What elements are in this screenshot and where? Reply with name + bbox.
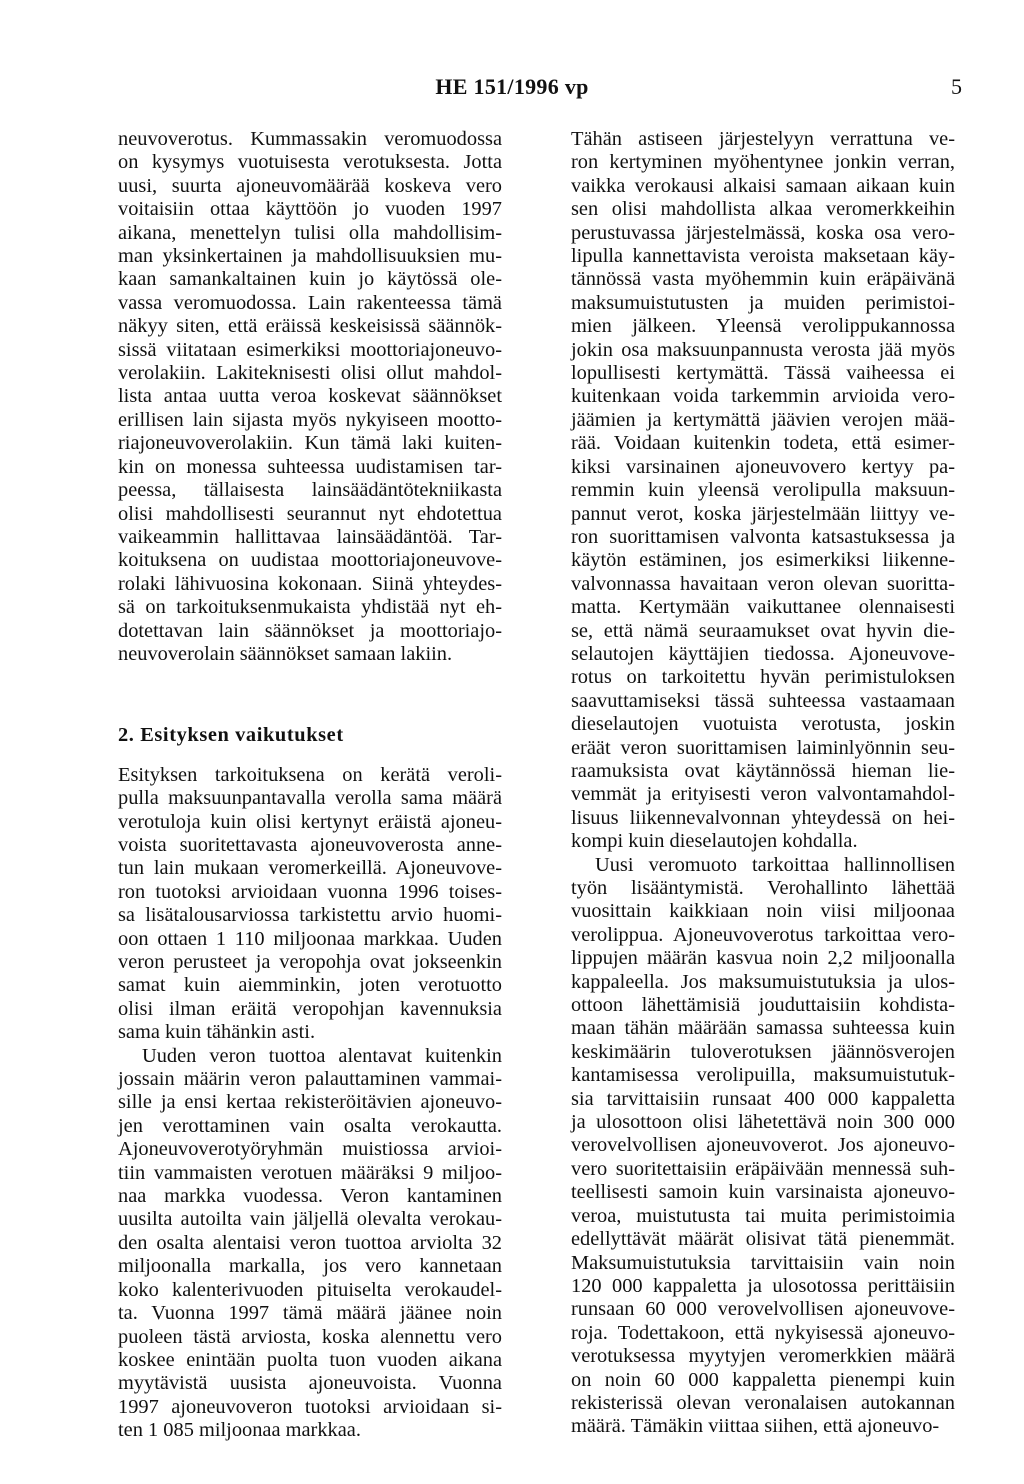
page-number: 5 (951, 74, 962, 99)
text-line: olisi ilman eräitä veropohjan kavennuksia (118, 997, 502, 1020)
text-line: verovelvollisen ajoneuvoverot. Jos ajoneuvo- (571, 1134, 955, 1157)
page-header (0, 70, 1024, 104)
text-line: verolakiin. Lakiteknisesti olisi ollut mahdol- (118, 362, 502, 385)
text-line: on kysymys vuotuisesta verotuksesta. Jotta (118, 151, 502, 174)
text-line: verotuksessa myytyjen veromerkkien määrä (571, 1345, 955, 1368)
text-line: Tähän astiseen järjestelyyn verrattuna ve- (571, 128, 955, 150)
text-line: man yksinkertainen ja mahdollisuuksien mu- (118, 245, 502, 268)
text-line: verotuloja kuin olisi kertynyt eräistä ajoneu- (118, 810, 502, 833)
text-line: vaikeammin hallittavaa lainsäädäntöä. Tar- (118, 525, 502, 548)
text-line: mien jälkeen. Yleensä verolippukannossa (571, 315, 955, 338)
text-line: Ajoneuvoverotyöryhmän muistiossa arvioi- (118, 1138, 502, 1161)
text-line: uusilta autoilta vain jäljellä olevalta verokau- (118, 1208, 502, 1231)
text-line: kantamisessa verolipuilla, maksumuistutuk- (571, 1064, 955, 1087)
text-line: raamuksista ovat käytännössä hieman lie- (571, 759, 955, 782)
text-line: jäämien ja kertymättä jäävien verojen mää- (571, 408, 955, 431)
text-line: ja ulosottoon olisi lähetettävä noin 300 000 (571, 1111, 955, 1134)
text-line: sä on tarkoituksenmukaista yhdistää nyt eh- (118, 596, 502, 619)
text-line: jokin osa maksuunpannusta verosta jää myös (571, 338, 955, 361)
paragraph (571, 854, 955, 1439)
text-line: erillisen lain sijasta myös nykyiseen mootto- (118, 408, 502, 431)
text-line: se, että nämä seuraamukset ovat hyvin die- (571, 619, 955, 642)
text-line: rekisterissä olevan veronalaisen autokannan (571, 1391, 955, 1414)
text-line: miljoonalla markalla, jos vero kannetaan (118, 1255, 502, 1278)
text-line: Maksumuistutuksia tarvittaisiin vain noin (571, 1251, 955, 1274)
right-column (571, 128, 955, 1439)
text-line: veron perusteet ja veropohja ovat jokseenkin (118, 951, 502, 973)
text-line: tännössä vasta myöhemmin kuin eräpäivänä (571, 268, 955, 291)
text-line: neuvoverotus. Kummassakin veromuodossa (118, 128, 502, 150)
text-line: sen olisi mahdollista alkaa veromerkkeihin (571, 198, 955, 221)
text-line: 1997 ajoneuvoveron tuotoksi arvioidaan si- (118, 1395, 502, 1418)
text-line: eräät veron suorittamisen laiminlyönnin seu- (571, 736, 955, 759)
document-id: HE 151/1996 vp (435, 74, 589, 99)
text-line: vuosittain kaikkiaan noin viisi miljoonaa (571, 900, 955, 923)
text-line: dotettavan lain säännökset ja moottoriajo- (118, 619, 502, 642)
text-line: jossain määrin veron palauttaminen vammai- (118, 1068, 502, 1091)
paragraph (118, 764, 502, 1045)
text-line: määrä. Tämäkin viittaa siihen, että ajoneuvo- (571, 1415, 940, 1438)
text-line: peessa, tällaisesta lainsäädäntötekniikasta (118, 479, 502, 502)
text-line: kompi kuin dieselautojen kohdalla. (571, 830, 858, 853)
text-line: rää. Voidaan kuitenkin todeta, että esimer- (571, 432, 955, 455)
text-line: koko kalenterivuoden pituiselta verokaudel- (118, 1278, 502, 1301)
text-line: puoleen tästä arviosta, koska alennettu vero (118, 1325, 502, 1348)
text-line: aikana, menettelyn tulisi olla mahdollisim- (118, 221, 502, 244)
left-column (118, 128, 502, 1443)
text-line: roja. Todettakoon, että nykyisessä ajoneuvo- (571, 1321, 955, 1344)
text-line: pannut verot, koska järjestelmään liittyy ve- (571, 502, 955, 525)
text-line: sama kuin tähänkin asti. (118, 1021, 316, 1044)
text-line: on noin 60 000 kappaletta pienempi kuin (571, 1368, 955, 1391)
text-line: Esityksen tarkoituksena on kerätä veroli- (118, 763, 502, 786)
text-line: pulla maksuunpantavalla verolla sama määrä (118, 787, 502, 810)
text-line: voitaisiin ottaa käyttöön jo vuoden 1997 (118, 198, 502, 221)
text-line: ron suorittamisen valvonta katsastuksessa ja (571, 525, 955, 548)
text-line: perustuvassa järjestelmässä, koska osa vero- (571, 221, 955, 244)
text-line: edellyttävät määrät olisivat tätä pienemmät. (571, 1228, 955, 1251)
paragraph (118, 1045, 502, 1443)
text-line: valvonnassa havaitaan veron olevan suoritta- (571, 572, 955, 595)
text-line: remmin kuin yleensä verolipulla maksuun- (571, 479, 955, 502)
text-line: sille ja ensi kertaa rekisteröitävien ajoneuvo- (118, 1091, 502, 1114)
text-line: ottoon lähettämisiä jouduttaisiin kohdista- (571, 994, 955, 1017)
text-line: ron kertyminen myöhentynee jonkin verran, (571, 151, 955, 174)
text-line: ten 1 085 miljoonaa markkaa. (118, 1419, 361, 1442)
text-line: 120 000 kappaletta ja ulosotossa perittäisiin (571, 1274, 955, 1297)
text-line: maan tähän määrään samassa suhteessa kuin (571, 1017, 955, 1040)
text-line: lopullisesti kertymättä. Tässä vaiheessa ei (571, 362, 955, 385)
text-line: kaan samankaltainen kuin jo käytössä ole- (118, 268, 502, 291)
text-line: Uusi veromuoto tarkoittaa hallinnollisen (595, 853, 955, 876)
text-line: jen verottaminen vain osalta verokautta. (118, 1114, 502, 1137)
text-line: lista antaa uutta veroa koskevat säännökset (118, 385, 502, 408)
text-line: kiksi varsinainen ajoneuvovero kertyy pa- (571, 455, 955, 478)
text-line: näkyy siten, että eräissä keskeisissä säännök- (118, 315, 502, 338)
text-line: tun lain mukaan veromerkeillä. Ajoneuvove- (118, 857, 502, 880)
text-line: tiin vammaisten verotuen määräksi 9 miljoo- (118, 1161, 502, 1184)
text-line: neuvoverolain säännökset samaan lakiin. (118, 642, 453, 665)
text-line: Uuden veron tuottoa alentavat kuitenkin (142, 1044, 502, 1067)
section-heading: 2. Esityksen vaikutukset (118, 724, 344, 747)
text-line: työn lisääntymistä. Verohallinto lähettää (571, 877, 955, 899)
spacer (118, 748, 502, 764)
text-line: keskimäärin tuloverotuksen jäännösverojen (571, 1040, 955, 1063)
text-line: lipulla kannettavista veroista maksetaan käy- (571, 245, 955, 268)
text-line: den osalta alentaisi veron tuottoa arviolta 32 (118, 1231, 502, 1254)
text-line: runsaan 60 000 verovelvollisen ajoneuvove- (571, 1298, 955, 1321)
text-line: kuitenkaan voida tarkemmin arvioida vero- (571, 385, 955, 408)
text-line: riajoneuvoverolakiin. Kun tämä laki kuiten- (118, 432, 502, 455)
text-line: veroa, muistutusta tai muita perimistoimia (571, 1204, 955, 1227)
text-line: rolaki lähivuosina kokonaan. Siinä yhteydes- (118, 572, 502, 595)
text-line: lippujen määrän kasvua noin 2,2 miljoonalla (571, 947, 955, 970)
text-line: sissä viitataan esimerkiksi moottoriajoneuvo- (118, 338, 502, 361)
text-line: vassa veromuodossa. Lain rakenteessa tämä (118, 291, 502, 314)
text-line: koituksena on uudistaa moottoriajoneuvove- (118, 549, 502, 572)
text-line: naa markka vuodessa. Veron kantaminen (118, 1185, 502, 1208)
text-line: sia tarvittaisiin runsaat 400 000 kappaletta (571, 1087, 955, 1110)
text-line: uusi, suurta ajoneuvomäärää koskeva vero (118, 174, 502, 197)
text-line: teellisesti samoin kuin varsinaista ajoneuvo- (571, 1181, 955, 1204)
text-line: samat kuin aiemminkin, joten verotuotto (118, 974, 502, 997)
text-line: matta. Kertymään vaikuttanee olennaisesti (571, 596, 955, 619)
text-line: lisuus liikennevalvonnan yhteydessä on hei- (571, 806, 955, 829)
text-line: olisi mahdollisesti seurannut nyt ehdotettua (118, 502, 502, 525)
paragraph (571, 128, 955, 854)
text-line: vero suoritettaisiin eräpäivään mennessä suh- (571, 1157, 955, 1180)
text-line: kin on monessa suhteessa uudistamisen tar- (118, 455, 502, 478)
spacer (118, 666, 502, 724)
text-line: selautojen käyttäjien tiedossa. Ajoneuvove- (571, 642, 955, 665)
text-line: ta. Vuonna 1997 tämä määrä jäänee noin (118, 1302, 502, 1325)
text-line: dieselautojen vuotuista verotusta, joskin (571, 713, 955, 736)
text-line: myytävistä uusista ajoneuvoista. Vuonna (118, 1372, 502, 1395)
text-line: maksumuistutusten ja muiden perimistoi- (571, 291, 955, 314)
text-line: koskee enintään puolta tuon vuoden aikana (118, 1348, 502, 1371)
text-line: saavuttamiseksi tässä suhteessa vastaamaan (571, 689, 955, 712)
text-line: rotus on tarkoitettu hyvän perimistuloksen (571, 666, 955, 689)
text-line: vemmät ja erityisesti veron valvontamahdol- (571, 783, 955, 806)
text-line: sa lisätalousarviossa tarkistettu arvio huomi- (118, 904, 502, 927)
text-line: käytön estäminen, jos esimerkiksi liikenne- (571, 549, 955, 572)
text-line: kappaleella. Jos maksumuistutuksia ja ulos- (571, 970, 955, 993)
paragraph (118, 128, 502, 666)
text-line: ron tuotoksi arvioidaan vuonna 1996 toises- (118, 880, 502, 903)
text-line: oon ottaen 1 110 miljoonaa markkaa. Uuden (118, 927, 502, 950)
text-line: vaikka verokausi alkaisi samaan aikaan kuin (571, 174, 955, 197)
text-line: verolippua. Ajoneuvoverotus tarkoittaa vero- (571, 923, 955, 946)
text-line: voista suoritettavasta ajoneuvoverosta anne- (118, 833, 502, 856)
